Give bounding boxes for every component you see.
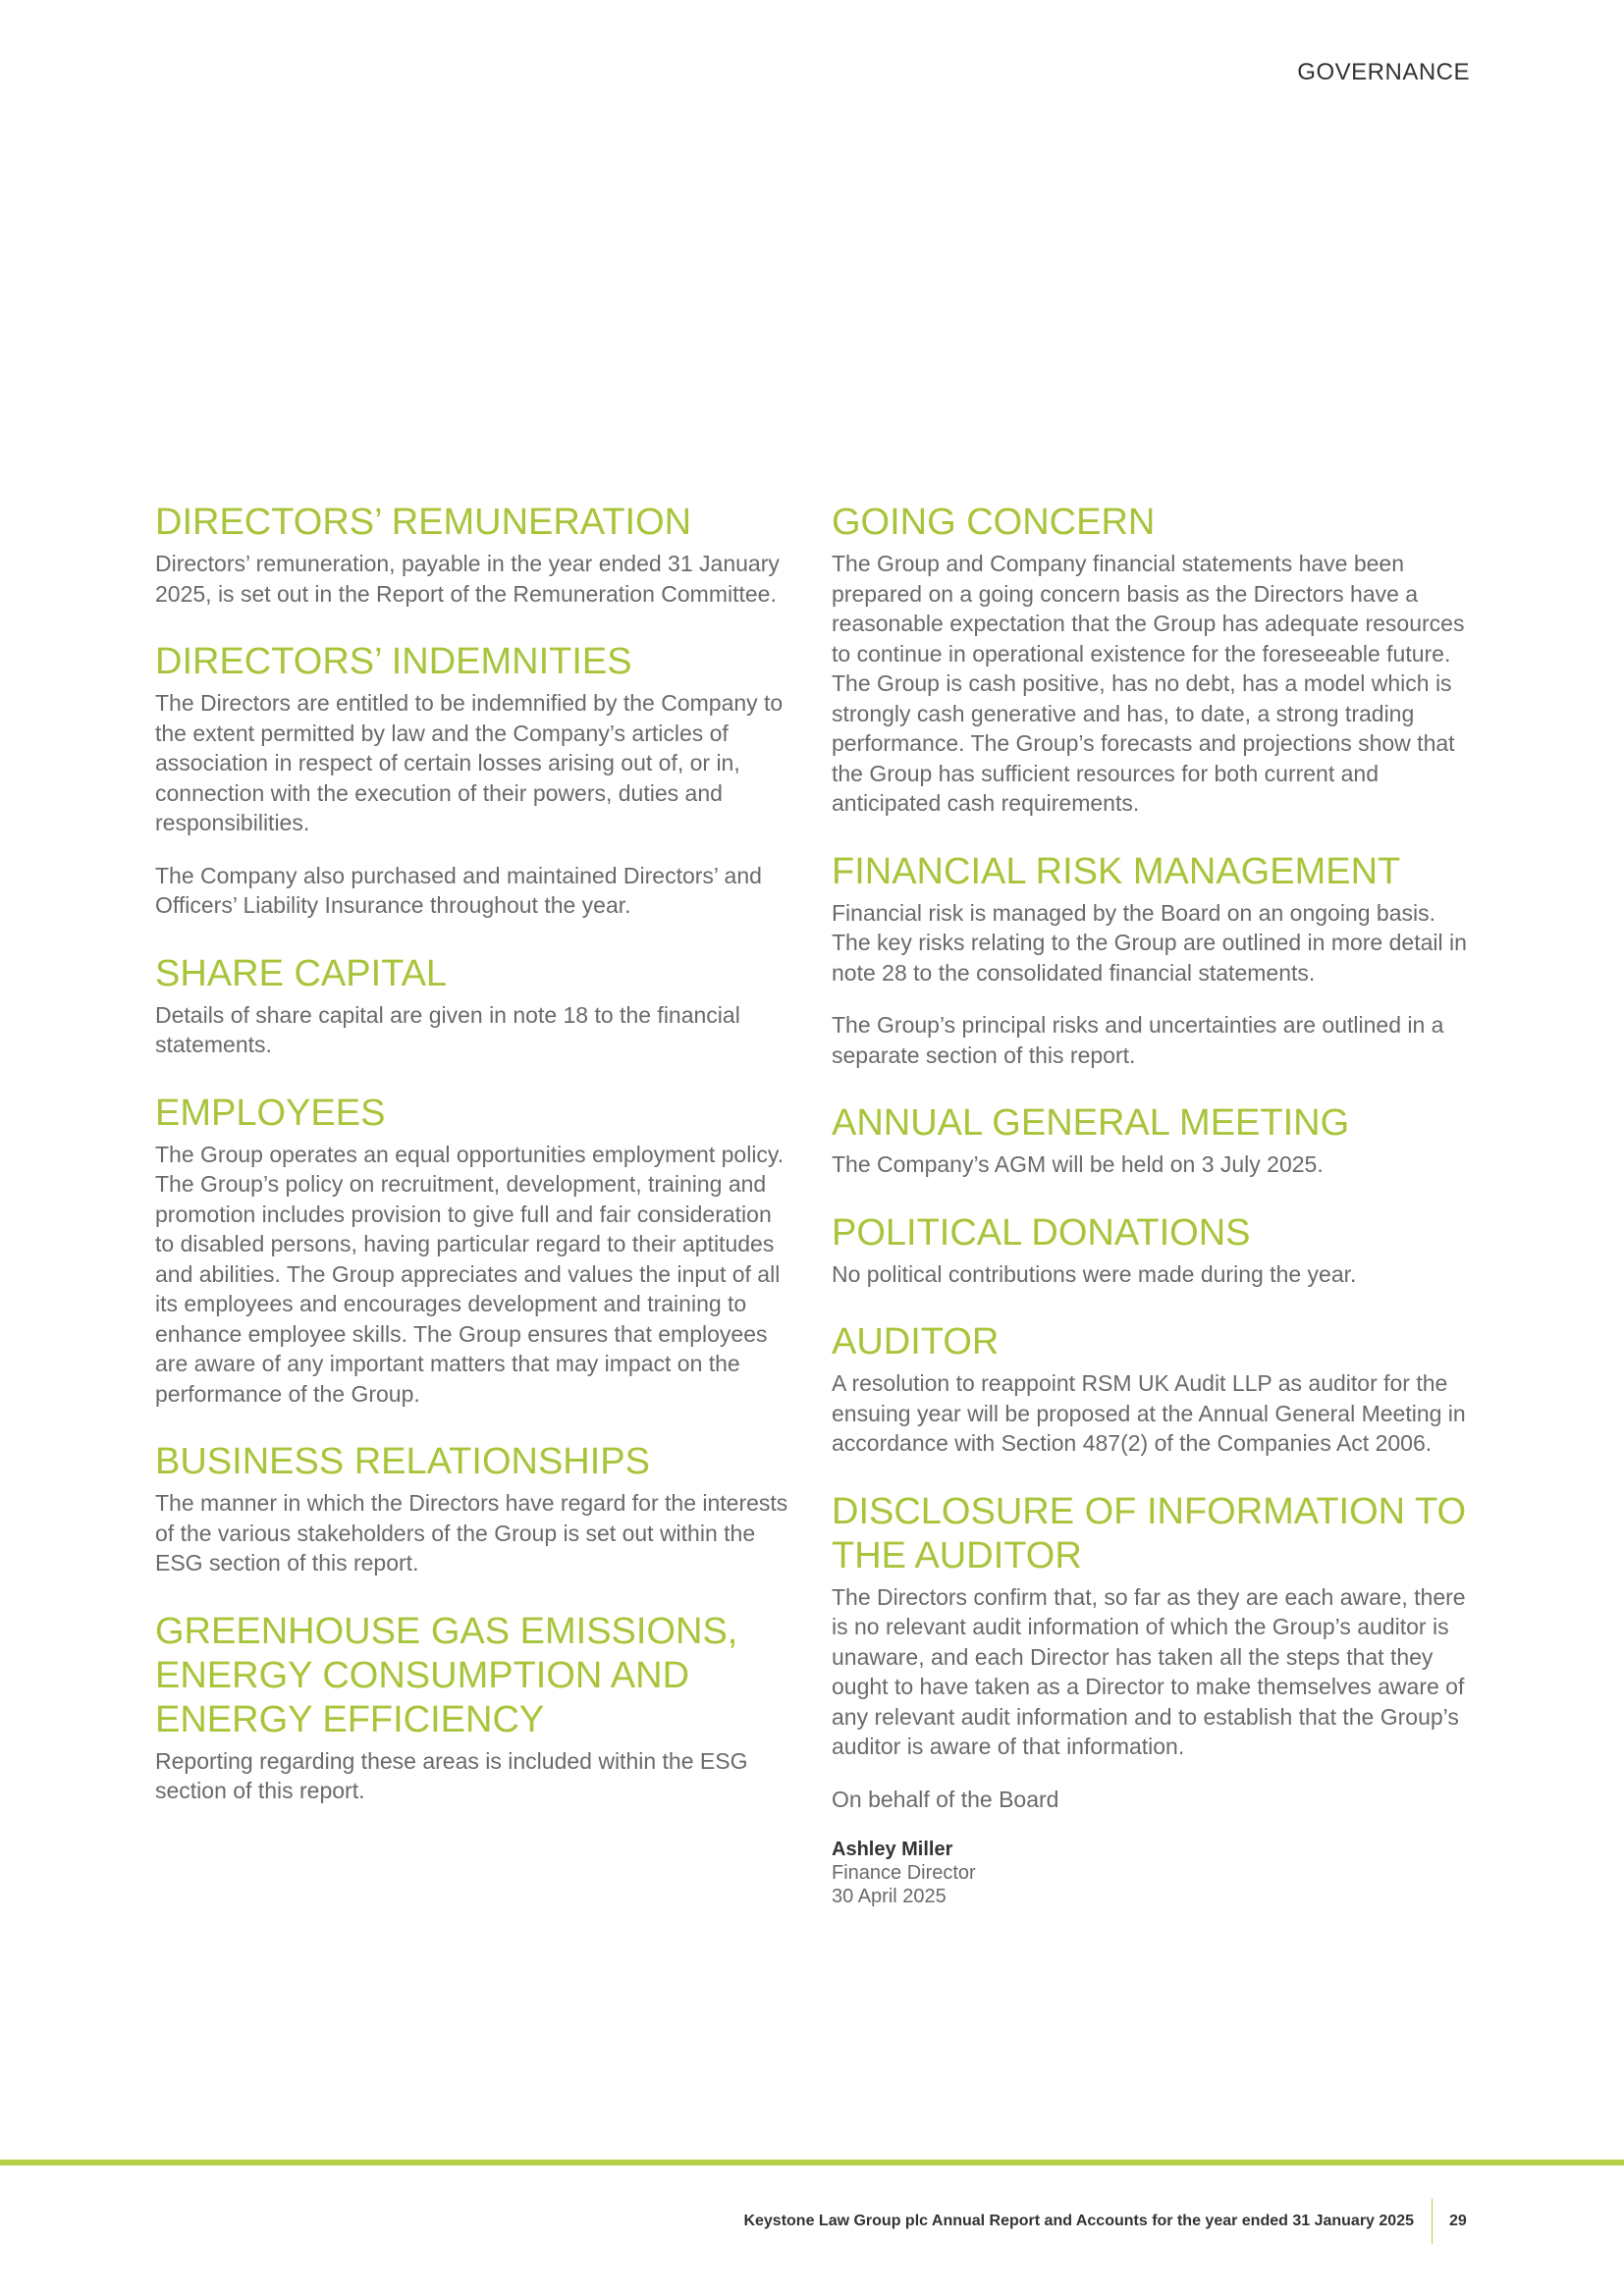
page-number: 29 <box>1449 2213 1467 2229</box>
signatory-name: Ashley Miller <box>832 1839 953 1860</box>
paragraph: Details of share capital are given in note 18 to the financial statements. <box>155 1001 740 1057</box>
section-agm <box>832 1101 1470 1180</box>
signature-block <box>832 1838 1470 1908</box>
paragraph: The Directors are entitled to be indemnified by the Company to the extent permitted by law and the Company’s articles of association in respect of certain losses arising out of, or in, connection with the execution of their powers, duties and responsibilities. <box>155 690 784 835</box>
footer-title: Keystone Law Group plc Annual Report and Accounts for the year ended 31 January 2025 <box>743 2213 1414 2229</box>
right-column <box>832 501 1470 1940</box>
heading: DISCLOSURE OF INFORMATION TO THE AUDITOR <box>832 1490 1467 1576</box>
section-political-donations <box>832 1211 1470 1290</box>
section-business-relationships <box>155 1440 793 1578</box>
paragraph: The manner in which the Directors have regard for the interests of the various stakeholders of the Group is set out within the ESG section of this report. <box>155 1490 788 1575</box>
paragraph: The Group operates an equal opportunities employment policy. The Group’s policy on recruitment, development, training and promotion includes provision to give full and fair consideration to disabled persons, having particular regard to their aptitudes and abilities. The Group appreciates and values the input of all its employees and encourages development and training to enhance employee skills. The Group ensures that employees are aware of any important matters that may impact on the performance of the Group. <box>155 1141 785 1407</box>
paragraph: Financial risk is managed by the Board on an ongoing basis. The key risks relating to the Group are outlined in more detail in note 28 to the consolidated financial statements. <box>832 899 1467 986</box>
signature-date: 30 April 2025 <box>832 1886 947 1907</box>
paragraph: On behalf of the Board <box>832 1786 1059 1812</box>
section-auditor <box>832 1320 1470 1459</box>
footer-separator <box>1432 2199 1433 2244</box>
paragraph: A resolution to reappoint RSM UK Audit LLP as auditor for the ensuing year will be proposed at the Annual General Meeting in accordance with Section 487(2) of the Companies Act 2006. <box>832 1370 1466 1456</box>
paragraph: The Company also purchased and maintained Directors’ and Officers’ Liability Insurance throughout the year. <box>155 862 762 918</box>
section-disclosure <box>832 1490 1470 1909</box>
paragraph: The Directors confirm that, so far as they are each aware, there is no relevant audit information of which the Group’s auditor is unaware, and each Director has taken all the steps that they ought to have taken as a Director to make themselves aware of any relevant audit information and to establish that the Group’s auditor is aware of that information. <box>832 1583 1466 1759</box>
paragraph: The Group’s principal risks and uncertainties are outlined in a separate section of this report. <box>832 1012 1444 1068</box>
section-going-concern <box>832 501 1470 819</box>
footer-rule <box>0 2160 1624 2165</box>
heading: DIRECTORS’ INDEMNITIES <box>155 641 632 682</box>
left-column <box>155 501 793 1838</box>
paragraph: Directors’ remuneration, payable in the year ended 31 January 2025, is set out in the Report of the Remuneration Committee. <box>155 551 780 607</box>
heading: EMPLOYEES <box>155 1092 386 1134</box>
section-share-capital <box>155 952 793 1060</box>
paragraph: The Company’s AGM will be held on 3 July 2025. <box>832 1151 1324 1177</box>
section-employees <box>155 1092 793 1410</box>
heading: AUDITOR <box>832 1321 1000 1362</box>
heading: DIRECTORS’ REMUNERATION <box>155 502 692 543</box>
heading: SHARE CAPITAL <box>155 952 448 994</box>
section-greenhouse-gas <box>155 1610 793 1806</box>
heading: ANNUAL GENERAL MEETING <box>832 1102 1350 1144</box>
paragraph: No political contributions were made during the year. <box>832 1260 1357 1287</box>
signatory-role: Finance Director <box>832 1862 976 1884</box>
heading: GREENHOUSE GAS EMISSIONS, ENERGY CONSUMPTION AND ENERGY EFFICIENCY <box>155 1610 738 1740</box>
heading: GOING CONCERN <box>832 502 1156 543</box>
heading: BUSINESS RELATIONSHIPS <box>155 1441 650 1482</box>
paragraph: The Group and Company financial statements have been prepared on a going concern basis as the Directors have a reasonable expectation that the Group has adequate resources to continue in operational existence for the foreseeable future. The Group is cash positive, has no debt, has a model which is strongly cash generative and has, to date, a strong trading performance. The Group’s forecasts and projections show that the Group has sufficient resources for both current and anticipated cash requirements. <box>832 551 1465 816</box>
heading: FINANCIAL RISK MANAGEMENT <box>832 850 1401 892</box>
section-directors-remuneration <box>155 501 793 609</box>
heading: POLITICAL DONATIONS <box>832 1211 1251 1254</box>
paragraph: Reporting regarding these areas is included within the ESG section of this report. <box>155 1747 748 1803</box>
section-label: GOVERNANCE <box>1297 59 1470 85</box>
section-financial-risk <box>832 850 1470 1071</box>
section-directors-indemnities <box>155 640 793 921</box>
